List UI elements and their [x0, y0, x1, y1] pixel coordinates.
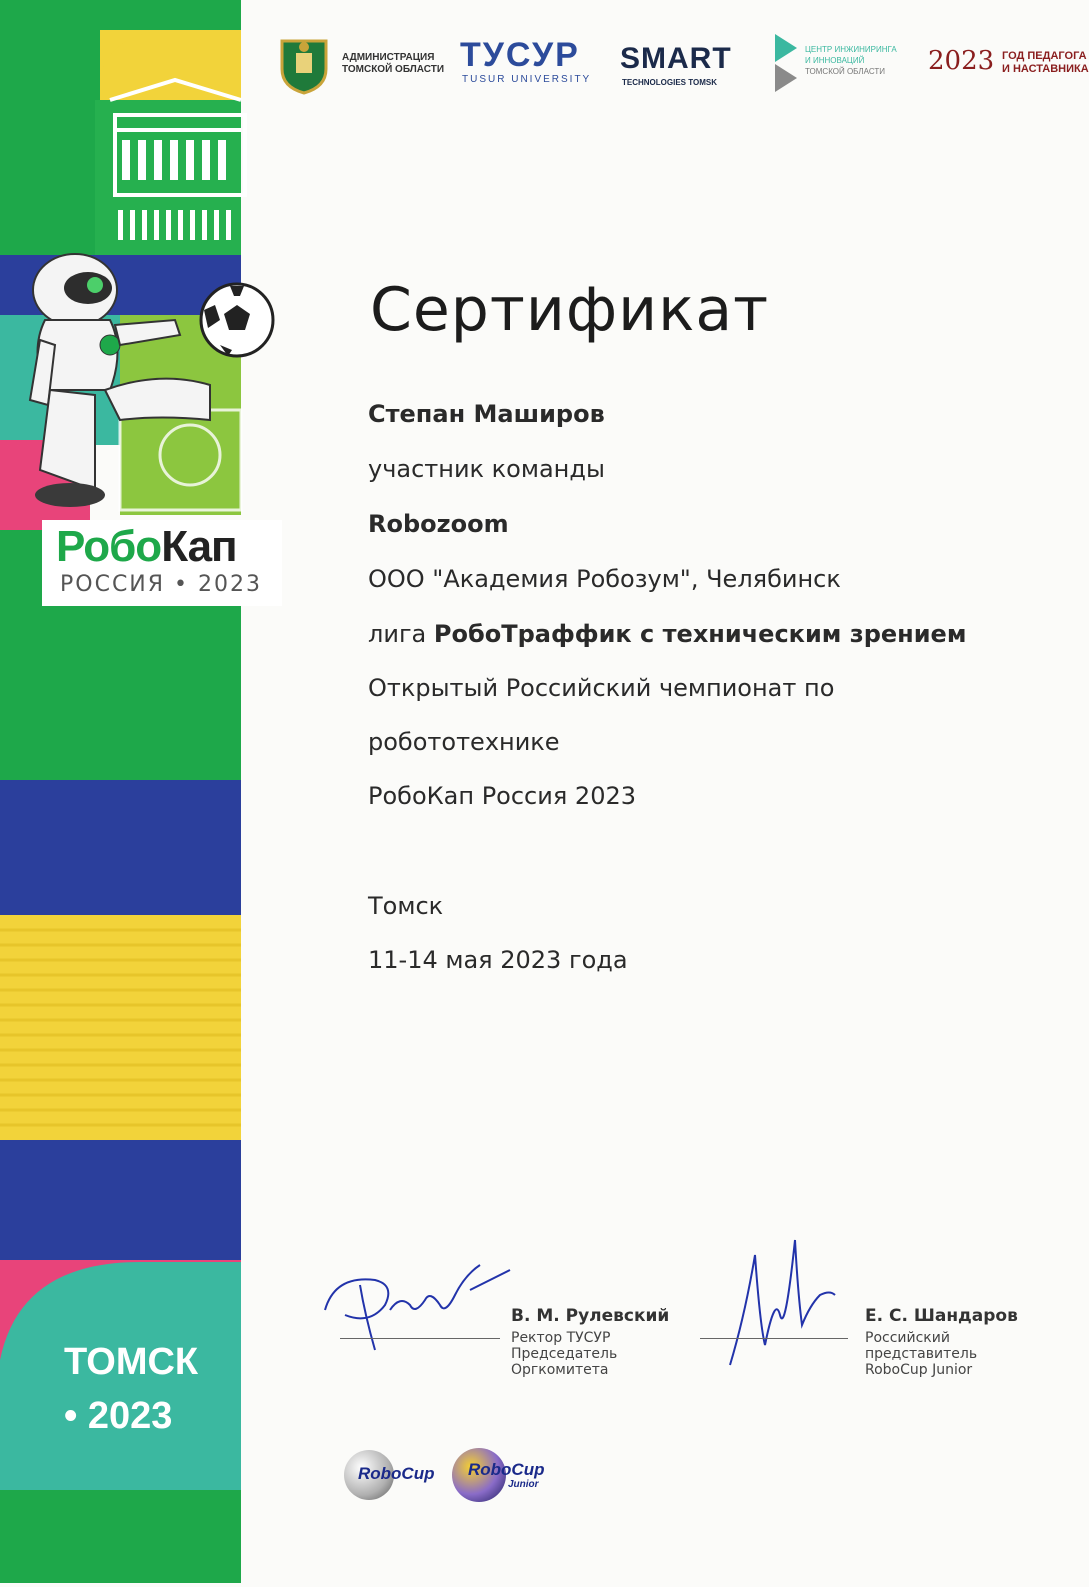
smart-logo	[620, 30, 740, 100]
event-line2: робототехнике	[368, 728, 560, 756]
logo-robo-text: Робо	[56, 522, 162, 571]
signature-2-role-line1: Российский	[865, 1330, 950, 1346]
robocup-junior-logo-sub: Junior	[508, 1479, 539, 1490]
participant-role: участник команды	[368, 455, 605, 483]
center-line3: ТОМСКОЙ ОБЛАСТИ	[805, 67, 885, 76]
signature-2-role	[865, 1330, 977, 1378]
signature-1-name: В. М. Рулевский	[511, 1306, 670, 1326]
signature-1-line	[340, 1338, 500, 1339]
admin-line2: ТОМСКОЙ ОБЛАСТИ	[342, 64, 445, 75]
robocup-russia-logo	[42, 520, 282, 606]
organization: ООО "Академия Робозум", Челябинск	[368, 565, 841, 593]
team-name: Robozoom	[368, 510, 509, 538]
soccer-ball-icon	[201, 284, 273, 356]
signature-2-name: Е. С. Шандаров	[865, 1306, 1018, 1326]
center-line1: ЦЕНТР ИНЖИНИРИНГА	[805, 45, 897, 54]
smart-sub: TECHNOLOGIES TOMSK	[622, 78, 717, 87]
league	[368, 620, 966, 648]
year-logo-line1: ГОД ПЕДАГОГА	[1002, 50, 1087, 62]
league-prefix: лига	[368, 620, 434, 648]
event-city: Томск	[368, 892, 444, 920]
logo-kap-text: Кап	[161, 522, 237, 571]
city-label: ТОМСК	[64, 1341, 199, 1383]
coat-of-arms-icon	[276, 35, 332, 95]
signature-1-role	[511, 1330, 617, 1378]
signature-2-role-line3: RoboCup Junior	[865, 1362, 973, 1378]
year-of-teacher-logo	[928, 30, 1089, 100]
admin-line1: АДМИНИСТРАЦИЯ	[342, 52, 435, 63]
year-logo-year: 2023	[928, 46, 995, 76]
signature-1-role-line1: Ректор ТУСУР	[511, 1330, 611, 1346]
logo-sub-text: РОССИЯ • 2023	[60, 572, 262, 597]
robocup-logo	[344, 1450, 444, 1500]
tusur-logo	[460, 30, 590, 100]
admin-logo	[276, 30, 445, 100]
partner-logos	[270, 30, 1089, 100]
participant-name: Степан Маширов	[368, 400, 605, 428]
tusur-sub: TUSUR UNIVERSITY	[462, 74, 592, 85]
event-line3: РобоКап Россия 2023	[368, 782, 636, 810]
signature-2-line	[700, 1338, 848, 1339]
signature-1-role-line2: Председатель	[511, 1346, 618, 1362]
signature-1-role-line3: Оргкомитета	[511, 1362, 609, 1378]
robocup-logo-text: RoboCup	[358, 1464, 435, 1483]
certificate-title: Сертификат	[370, 275, 770, 345]
league-name: РобоТраффик с техническим зрением	[433, 620, 967, 648]
year-logo-line2: И НАСТАВНИКА	[1002, 63, 1089, 75]
engineering-center-logo	[775, 30, 905, 100]
city-year-label	[64, 1335, 198, 1443]
smart-main: SMART	[620, 42, 732, 75]
tusur-main: ТУСУР	[460, 36, 580, 74]
robocup-junior-logo	[452, 1448, 562, 1502]
robocup-junior-logo-text: RoboCup	[468, 1460, 545, 1479]
event-dates: 11-14 мая 2023 года	[368, 946, 628, 974]
signature-2-role-line2: представитель	[865, 1346, 978, 1362]
signature-1-image	[315, 1255, 515, 1365]
signature-2-image	[720, 1235, 860, 1375]
center-line2: И ИННОВАЦИЙ	[805, 56, 865, 65]
chevron-logo-icon	[775, 34, 801, 92]
event-line1: Открытый Российский чемпионат по	[368, 674, 835, 702]
year-label: • 2023	[64, 1395, 173, 1437]
